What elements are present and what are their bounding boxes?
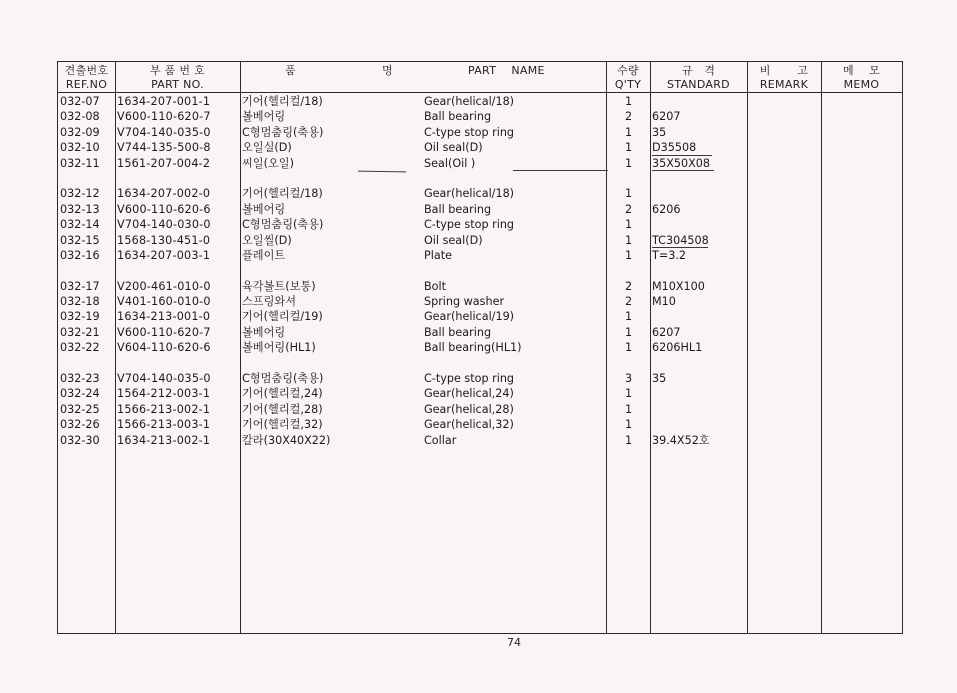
qty-cell: 1 <box>624 387 633 401</box>
header-ref-eng: REF.NO <box>65 78 108 91</box>
part-no-cell: V600-110-620-7 <box>117 110 211 124</box>
ref-cell: 032-08 <box>60 110 100 124</box>
part-no-cell: 1566-213-002-1 <box>117 402 211 416</box>
standard-cell <box>652 386 748 401</box>
standard-cell: TC304508 <box>652 233 709 247</box>
name-kor-cell: 볼베어링 <box>242 110 286 124</box>
name-eng-cell: Gear(helical/18) <box>424 95 515 108</box>
ref-cell: 032-13 <box>60 202 100 216</box>
ref-cell: 032-18 <box>60 295 100 309</box>
name-kor-cell: 기어(헬리컬/18) <box>242 95 323 108</box>
standard-cell: M10X100 <box>652 279 705 293</box>
part-no-cell: V704-140-035-0 <box>117 372 211 386</box>
part-no-cell: 1564-212-003-1 <box>117 387 211 401</box>
part-no-cell: 1568-130-451-0 <box>117 233 211 247</box>
name-kor-cell: 기어(헬리컬,28) <box>242 402 323 416</box>
header-name-eng: PART NAME <box>468 64 545 77</box>
ref-cell: 032-17 <box>60 279 100 293</box>
name-eng-cell: Gear(helical/18) <box>424 187 515 201</box>
parts-list-table <box>57 61 903 634</box>
standard-cell: M10 <box>652 295 676 309</box>
qty-cell: 1 <box>624 310 633 324</box>
name-eng-cell: Gear(helical/19) <box>424 310 515 324</box>
ref-cell: 032-09 <box>60 125 100 139</box>
qty-cell: 2 <box>624 110 633 124</box>
name-kor-cell: 스프링와셔 <box>242 295 297 309</box>
standard-cell <box>652 217 748 232</box>
page-number: 74 <box>507 636 521 649</box>
name-eng-cell: C-type stop ring <box>424 372 515 386</box>
qty-cell: 1 <box>624 433 633 447</box>
name-eng-cell: Ball bearing <box>424 110 492 124</box>
table-row <box>58 186 902 201</box>
qty-cell: 1 <box>624 95 633 108</box>
header-remark-eng: REMARK <box>759 78 809 91</box>
qty-cell: 1 <box>624 218 633 232</box>
qty-cell: 2 <box>624 202 633 216</box>
name-eng-cell: Ball bearing <box>424 325 492 339</box>
name-kor-cell: 오일실(D) <box>242 141 292 155</box>
header-part-eng: PART NO. <box>151 78 204 91</box>
qty-cell: 1 <box>624 341 633 355</box>
part-no-cell: V200-461-010-0 <box>117 279 211 293</box>
ref-cell: 032-11 <box>60 156 100 170</box>
table-row <box>58 94 902 109</box>
standard-cell: 35 <box>652 372 667 386</box>
part-no-cell: 1566-213-003-1 <box>117 418 211 432</box>
name-kor-cell: 육각볼트(보통) <box>242 279 316 293</box>
name-kor-cell: 기어(헬리컬,24) <box>242 387 323 401</box>
name-kor-cell: 칼라(30X40X22) <box>242 433 331 447</box>
header-std-eng: STANDARD <box>667 78 730 91</box>
table-row <box>58 417 902 432</box>
part-no-cell: V600-110-620-6 <box>117 202 211 216</box>
ref-cell: 032-21 <box>60 325 100 339</box>
header-divider <box>58 92 902 93</box>
name-kor-cell: C형멈춤링(축용) <box>242 372 324 386</box>
table-row <box>58 248 902 263</box>
pen-mark <box>652 247 708 248</box>
table-row <box>58 217 902 232</box>
name-eng-cell: Oil seal(D) <box>424 141 483 155</box>
header-ref-kor: 견출번호 <box>64 64 109 77</box>
table-row <box>58 156 902 171</box>
ref-cell: 032-16 <box>60 248 100 262</box>
name-kor-cell: C형멈춤링(축용) <box>242 218 324 232</box>
header-memo-eng: MEMO <box>843 78 880 91</box>
pen-mark <box>513 170 608 171</box>
name-eng-cell: C-type stop ring <box>424 218 515 232</box>
part-no-cell: V704-140-030-0 <box>117 218 211 232</box>
qty-cell: 1 <box>624 125 633 139</box>
name-kor-cell: 플레이트 <box>242 248 286 262</box>
qty-cell: 3 <box>624 372 633 386</box>
pen-mark <box>652 155 712 156</box>
ref-cell: 032-30 <box>60 433 100 447</box>
ref-cell: 032-07 <box>60 95 100 108</box>
part-no-cell: V704-140-035-0 <box>117 125 211 139</box>
name-eng-cell: Seal(Oil ) <box>424 156 476 170</box>
name-eng-cell: Bolt <box>424 279 447 293</box>
name-kor-cell: 볼베어링(HL1) <box>242 341 316 355</box>
ref-cell: 032-12 <box>60 187 100 201</box>
ref-cell: 032-14 <box>60 218 100 232</box>
ref-cell: 032-26 <box>60 418 100 432</box>
name-kor-cell: 오일씰(D) <box>242 233 292 247</box>
name-eng-cell: Plate <box>424 248 452 262</box>
standard-cell <box>652 186 748 201</box>
table-row <box>58 202 902 217</box>
table-row <box>58 340 902 355</box>
standard-cell: 6207 <box>652 325 681 339</box>
qty-cell: 1 <box>624 325 633 339</box>
name-kor-cell: 씨일(오일) <box>242 156 294 170</box>
header-name-kor-1: 품 <box>285 64 296 77</box>
part-no-cell: 1634-207-003-1 <box>117 248 211 262</box>
name-eng-cell: C-type stop ring <box>424 125 515 139</box>
qty-cell: 1 <box>624 141 633 155</box>
table-row <box>58 125 902 140</box>
qty-cell: 1 <box>624 233 633 247</box>
standard-cell <box>652 417 748 432</box>
name-kor-cell: 볼베어링 <box>242 325 286 339</box>
name-eng-cell: Oil seal(D) <box>424 233 483 247</box>
qty-cell: 1 <box>624 248 633 262</box>
name-eng-cell: Ball bearing <box>424 202 492 216</box>
standard-cell: 6206HL1 <box>652 341 703 355</box>
ref-cell: 032-23 <box>60 372 100 386</box>
standard-cell <box>652 309 748 324</box>
name-eng-cell: Gear(helical,28) <box>424 402 514 416</box>
standard-cell: D35508 <box>652 141 697 155</box>
qty-cell: 1 <box>624 156 633 170</box>
standard-cell: 6206 <box>652 202 681 216</box>
qty-cell: 2 <box>624 295 633 309</box>
header-qty-kor: 수량 <box>617 64 639 77</box>
header-name-kor-2: 명 <box>382 64 393 77</box>
part-no-cell: 1634-207-002-0 <box>117 187 211 201</box>
ref-cell: 032-25 <box>60 402 100 416</box>
ref-cell: 032-15 <box>60 233 100 247</box>
part-no-cell: V604-110-620-6 <box>117 341 211 355</box>
name-eng-cell: Gear(helical,32) <box>424 418 514 432</box>
qty-cell: 1 <box>624 187 633 201</box>
part-no-cell: V600-110-620-7 <box>117 325 211 339</box>
name-eng-cell: Collar <box>424 433 457 447</box>
table-row <box>58 233 902 248</box>
parts-rows <box>58 94 902 448</box>
part-no-cell: 1634-213-001-0 <box>117 310 211 324</box>
name-kor-cell: 기어(헬리컬/19) <box>242 310 323 324</box>
table-row <box>58 402 902 417</box>
ref-cell: 032-24 <box>60 387 100 401</box>
name-eng-cell: Gear(helical,24) <box>424 387 514 401</box>
ref-cell: 032-10 <box>60 141 100 155</box>
part-no-cell: 1634-213-002-1 <box>117 433 211 447</box>
standard-cell: 35 <box>652 125 667 139</box>
part-no-cell: 1634-207-001-1 <box>117 95 211 108</box>
name-kor-cell: C형멈춤링(축용) <box>242 125 324 139</box>
table-row <box>58 109 902 124</box>
standard-cell: 6207 <box>652 110 681 124</box>
name-kor-cell: 기어(헬리컬,32) <box>242 418 323 432</box>
name-kor-cell: 기어(헬리컬/18) <box>242 187 323 201</box>
table-row <box>58 433 902 448</box>
standard-cell: 39.4X52호 <box>652 433 710 447</box>
qty-cell: 1 <box>624 418 633 432</box>
ref-cell: 032-22 <box>60 341 100 355</box>
header-memo-kor: 메 모 <box>842 64 881 77</box>
standard-cell: 35X50X08 <box>652 156 711 170</box>
pen-mark <box>652 170 714 171</box>
table-row <box>58 279 902 294</box>
qty-cell: 2 <box>624 279 633 293</box>
part-no-cell: V401-160-010-0 <box>117 295 211 309</box>
header-std-kor: 규 격 <box>681 64 716 77</box>
table-row <box>58 371 902 386</box>
qty-cell: 1 <box>624 402 633 416</box>
header-part-kor: 부 품 번 호 <box>149 64 206 77</box>
part-no-cell: V744-135-500-8 <box>117 141 211 155</box>
standard-cell <box>652 94 748 109</box>
header-remark-kor: 비 고 <box>759 64 809 77</box>
header-qty-eng: Q'TY <box>614 78 642 91</box>
name-eng-cell: Spring washer <box>424 295 505 309</box>
table-row <box>58 325 902 340</box>
ref-cell: 032-19 <box>60 310 100 324</box>
standard-cell: T=3.2 <box>652 248 686 262</box>
table-row <box>58 309 902 324</box>
name-kor-cell: 볼베어링 <box>242 202 286 216</box>
name-eng-cell: Ball bearing(HL1) <box>424 341 522 355</box>
table-row <box>58 386 902 401</box>
standard-cell <box>652 402 748 417</box>
table-row <box>58 140 902 155</box>
part-no-cell: 1561-207-004-2 <box>117 156 211 170</box>
table-row <box>58 294 902 309</box>
